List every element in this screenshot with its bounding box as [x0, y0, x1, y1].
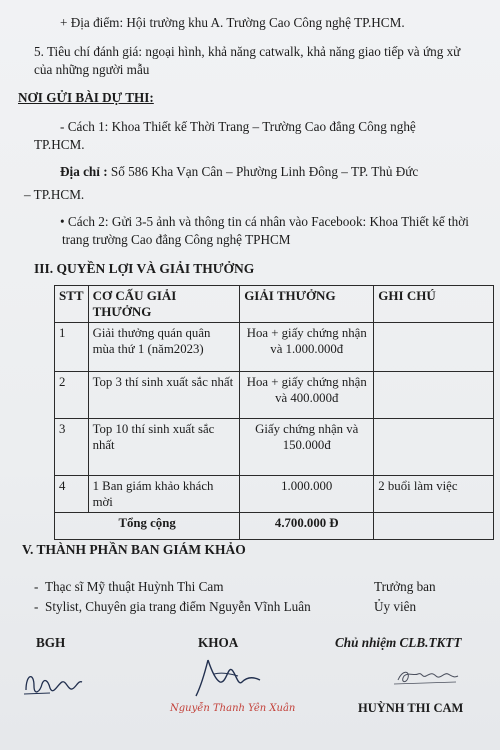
method-2-line-2: trang trường Cao đẳng Công nghệ TPHCM [62, 232, 291, 247]
criteria-line-2: của những người mẫu [34, 62, 150, 77]
judges-heading: V. THÀNH PHẦN BAN GIÁM KHẢO [22, 542, 246, 557]
prizes-heading: III. QUYỀN LỢI VÀ GIẢI THƯỞNG [34, 261, 255, 276]
judge-1 [34, 578, 224, 595]
cell-stt: 4 [55, 476, 89, 513]
cell-structure: 1 Ban giám khảo khách mời [88, 476, 240, 513]
cell-structure: Top 10 thí sinh xuất sắc nhất [88, 419, 240, 476]
total-row [55, 513, 494, 540]
address-value: Số 586 Kha Vạn Cân – Phường Linh Đông – TP. Thủ Đức [107, 164, 419, 179]
khoa-label: KHOA [198, 635, 239, 650]
cell-note: 2 buổi làm việc [374, 476, 494, 513]
bgh-signature [20, 662, 90, 702]
cell-stt: 3 [55, 419, 89, 476]
table-row [55, 419, 494, 476]
cell-reward: Hoa + giấy chứng nhận và 1.000.000đ [240, 323, 374, 372]
address-line [60, 163, 418, 180]
cell-reward: Giấy chứng nhận và 150.000đ [240, 419, 374, 476]
cell-note [374, 323, 494, 372]
cell-reward: Hoa + giấy chứng nhận và 400.000đ [240, 372, 374, 419]
table-row [55, 476, 494, 513]
cell-reward: 1.000.000 [240, 476, 374, 513]
venue-line: + Địa điểm: Hội trường khu A. Trường Cao Công nghệ TP.HCM. [60, 15, 405, 30]
cell-stt: 1 [55, 323, 89, 372]
prize-table [54, 285, 494, 540]
header-stt: STT [55, 286, 89, 323]
criteria-line-1: 5. Tiêu chí đánh giá: ngoại hình, khả năng catwalk, khả năng giao tiếp và ứng xử [34, 44, 461, 59]
total-note [374, 513, 494, 540]
header-reward: GIẢI THƯỞNG [240, 286, 374, 323]
address-line-2: – TP.HCM. [24, 187, 85, 202]
total-label: Tổng cộng [55, 513, 240, 540]
judge-2-role: Ủy viên [374, 599, 417, 614]
dash: - [34, 599, 45, 614]
method-1-line-2: TP.HCM. [34, 137, 85, 152]
club-signature [392, 660, 462, 690]
address-label: Địa chỉ : [60, 164, 108, 179]
judge-2 [34, 598, 311, 615]
cell-structure: Top 3 thí sinh xuất sắc nhất [88, 372, 240, 419]
header-note: GHI CHÚ [374, 286, 494, 323]
judge-1-name: Thạc sĩ Mỹ thuật Huỳnh Thi Cam [45, 579, 224, 594]
cell-stt: 2 [55, 372, 89, 419]
judge-2-name: Stylist, Chuyên gia trang điểm Nguyễn Vĩnh Luân [45, 599, 311, 614]
khoa-signature [176, 652, 276, 702]
judge-1-role: Trưởng ban [374, 579, 436, 594]
bgh-label: BGH [36, 635, 66, 650]
table-header-row [55, 286, 494, 323]
khoa-signer-name: Nguyễn Thanh Yên Xuân [170, 703, 296, 714]
table-row [55, 372, 494, 419]
club-signer-name: HUỲNH THI CAM [358, 701, 464, 715]
dash: - [34, 579, 45, 594]
method-1-line-1: - Cách 1: Khoa Thiết kế Thời Trang – Trường Cao đẳng Công nghệ [60, 119, 416, 134]
club-label: Chủ nhiệm CLB.TKTT [335, 635, 462, 650]
submission-heading: NƠI GỬI BÀI DỰ THI: [18, 90, 154, 105]
method-2-line-1: • Cách 2: Gửi 3-5 ảnh và thông tin cá nhân vào Facebook: Khoa Thiết kế thời [60, 214, 469, 229]
header-structure: CƠ CẤU GIẢI THƯỞNG [88, 286, 240, 323]
table-row [55, 323, 494, 372]
cell-note [374, 419, 494, 476]
cell-note [374, 372, 494, 419]
total-value: 4.700.000 Đ [240, 513, 374, 540]
cell-structure: Giải thưởng quán quân mùa thứ 1 (năm2023) [88, 323, 240, 372]
